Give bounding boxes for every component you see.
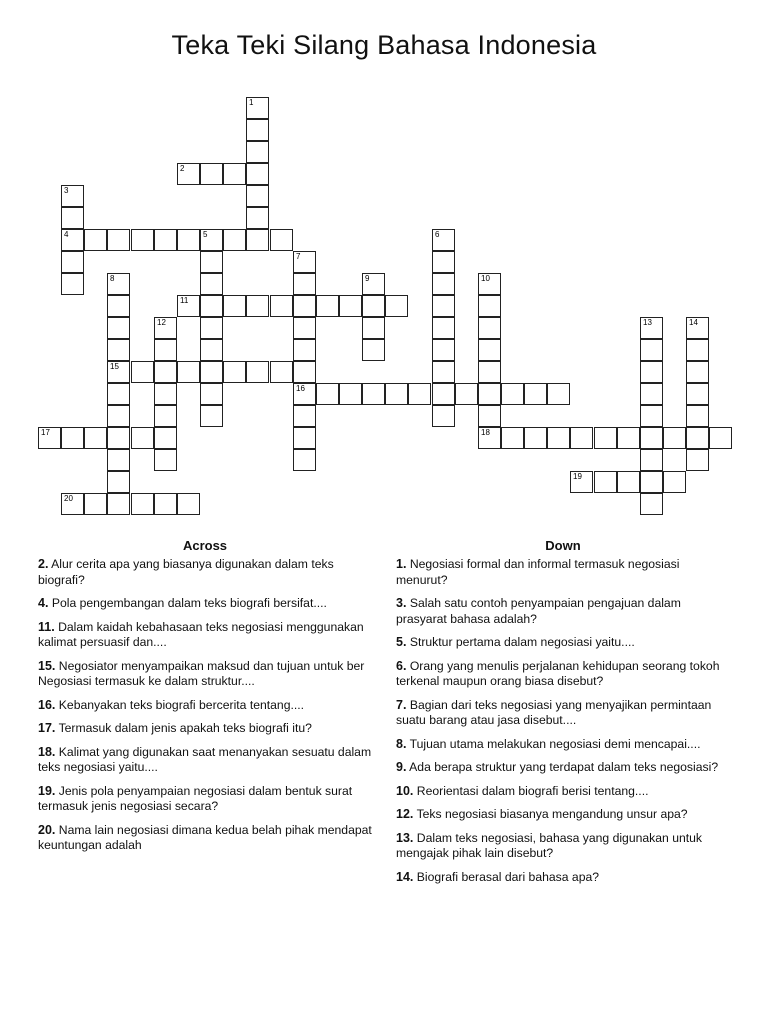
grid-cell[interactable] bbox=[154, 427, 177, 449]
grid-cell[interactable] bbox=[362, 383, 385, 405]
grid-cell[interactable] bbox=[432, 361, 455, 383]
grid-cell[interactable] bbox=[640, 471, 663, 493]
cell-number: 8 bbox=[110, 274, 115, 283]
grid-cell[interactable] bbox=[107, 427, 130, 449]
cell-number: 3 bbox=[64, 186, 69, 195]
clue-number: 1. bbox=[396, 557, 407, 571]
clue-text: Bagian dari teks negosiasi yang menyajikan permintaan suatu barang atau jasa disebut.... bbox=[396, 697, 712, 727]
across-clue bbox=[38, 698, 373, 714]
grid-cell[interactable] bbox=[131, 361, 154, 383]
grid-cell[interactable] bbox=[316, 295, 339, 317]
grid-cell[interactable] bbox=[547, 427, 570, 449]
grid-cell[interactable] bbox=[246, 119, 269, 141]
down-clue bbox=[396, 737, 731, 753]
grid-cell[interactable] bbox=[293, 383, 316, 405]
cell-number: 16 bbox=[296, 384, 305, 393]
down-clue bbox=[396, 807, 731, 823]
clue-number: 18. bbox=[38, 744, 56, 759]
down-clue-list bbox=[396, 557, 731, 893]
grid-cell[interactable] bbox=[131, 493, 154, 515]
grid-cell[interactable] bbox=[200, 361, 223, 383]
grid-cell[interactable] bbox=[107, 295, 130, 317]
clue-number: 8. bbox=[396, 736, 407, 751]
grid-cell[interactable] bbox=[640, 493, 663, 515]
cell-number: 12 bbox=[157, 318, 166, 327]
grid-cell[interactable] bbox=[200, 339, 223, 361]
grid-cell[interactable] bbox=[131, 229, 154, 251]
grid-cell[interactable] bbox=[154, 449, 177, 471]
grid-cell[interactable] bbox=[686, 317, 709, 339]
grid-cell[interactable] bbox=[107, 361, 130, 383]
grid-cell[interactable] bbox=[61, 427, 84, 449]
cell-number: 13 bbox=[643, 318, 652, 327]
grid-cell[interactable] bbox=[640, 339, 663, 361]
clue-number: 12. bbox=[396, 807, 414, 821]
clue-number: 7. bbox=[396, 697, 407, 712]
grid-cell[interactable] bbox=[223, 163, 246, 185]
grid-cell[interactable] bbox=[570, 427, 593, 449]
grid-cell[interactable] bbox=[686, 449, 709, 471]
cell-number: 10 bbox=[481, 274, 490, 283]
across-clue bbox=[38, 721, 373, 737]
grid-cell[interactable] bbox=[524, 427, 547, 449]
grid-cell[interactable] bbox=[663, 471, 686, 493]
grid-cell[interactable] bbox=[432, 339, 455, 361]
grid-cell[interactable] bbox=[293, 449, 316, 471]
grid-cell[interactable] bbox=[177, 361, 200, 383]
cell-number: 15 bbox=[110, 362, 119, 371]
grid-cell[interactable] bbox=[478, 383, 501, 405]
grid-cell[interactable] bbox=[432, 229, 455, 251]
clue-text: Kalimat yang digunakan saat menanyakan sesuatu dalam teks negosiasi yaitu.... bbox=[38, 744, 372, 774]
grid-cell[interactable] bbox=[246, 163, 269, 185]
grid-cell[interactable] bbox=[339, 383, 362, 405]
grid-cell[interactable] bbox=[154, 383, 177, 405]
cell-number: 6 bbox=[435, 230, 440, 239]
grid-cell[interactable] bbox=[570, 471, 593, 493]
grid-cell[interactable] bbox=[478, 361, 501, 383]
grid-cell[interactable] bbox=[270, 361, 293, 383]
clue-number: 5. bbox=[396, 635, 407, 649]
down-clue bbox=[396, 596, 731, 627]
grid-cell[interactable] bbox=[362, 295, 385, 317]
grid-cell[interactable] bbox=[246, 295, 269, 317]
clue-text: Tujuan utama melakukan negosiasi demi mencapai.... bbox=[409, 736, 701, 751]
grid-cell[interactable] bbox=[478, 317, 501, 339]
across-clue bbox=[38, 784, 373, 815]
grid-cell[interactable] bbox=[640, 405, 663, 427]
grid-cell[interactable] bbox=[223, 295, 246, 317]
grid-cell[interactable] bbox=[362, 317, 385, 339]
down-clue bbox=[396, 635, 731, 651]
grid-cell[interactable] bbox=[293, 251, 316, 273]
grid-cell[interactable] bbox=[594, 427, 617, 449]
grid-cell[interactable] bbox=[246, 361, 269, 383]
grid-cell[interactable] bbox=[154, 361, 177, 383]
grid-cell[interactable] bbox=[246, 229, 269, 251]
grid-cell[interactable] bbox=[640, 361, 663, 383]
clue-number: 20. bbox=[38, 822, 56, 837]
cell-number: 18 bbox=[481, 428, 490, 437]
grid-cell[interactable] bbox=[200, 251, 223, 273]
clue-text: Dalam kaidah kebahasaan teks negosiasi menggunakan kalimat persuasif dan.... bbox=[38, 619, 364, 649]
clue-text: Negosiator menyampaikan maksud dan tujuan untuk ber Negosiasi termasuk ke dalam struktur.... bbox=[38, 658, 365, 688]
clue-number: 13. bbox=[396, 830, 414, 845]
across-clue bbox=[38, 659, 373, 690]
cell-number: 2 bbox=[180, 164, 185, 173]
clue-text: Teks negosiasi biasanya mengandung unsur apa? bbox=[416, 807, 688, 821]
grid-cell[interactable] bbox=[61, 229, 84, 251]
grid-cell[interactable] bbox=[223, 229, 246, 251]
grid-cell[interactable] bbox=[432, 295, 455, 317]
grid-cell[interactable] bbox=[200, 229, 223, 251]
grid-cell[interactable] bbox=[686, 339, 709, 361]
cell-number: 7 bbox=[296, 252, 301, 261]
grid-cell[interactable] bbox=[686, 361, 709, 383]
down-heading: Down bbox=[545, 538, 581, 553]
grid-cell[interactable] bbox=[640, 427, 663, 449]
clue-text: Nama lain negosiasi dimana kedua belah pihak mendapat keuntungan adalah bbox=[38, 822, 372, 852]
grid-cell[interactable] bbox=[524, 383, 547, 405]
grid-cell[interactable] bbox=[246, 97, 269, 119]
grid-cell[interactable] bbox=[131, 427, 154, 449]
grid-cell[interactable] bbox=[293, 361, 316, 383]
grid-cell[interactable] bbox=[107, 229, 130, 251]
cell-number: 19 bbox=[573, 472, 582, 481]
grid-cell[interactable] bbox=[246, 141, 269, 163]
across-clue bbox=[38, 823, 373, 854]
clue-text: Biografi berasal dari bahasa apa? bbox=[416, 869, 600, 884]
grid-cell[interactable] bbox=[686, 405, 709, 427]
cell-number: 14 bbox=[689, 318, 698, 327]
clue-number: 2. bbox=[38, 557, 49, 571]
grid-cell[interactable] bbox=[362, 339, 385, 361]
grid-cell[interactable] bbox=[617, 427, 640, 449]
down-clue bbox=[396, 659, 731, 690]
grid-cell[interactable] bbox=[200, 405, 223, 427]
across-clue bbox=[38, 745, 373, 776]
across-clue-list bbox=[38, 557, 373, 862]
cell-number: 9 bbox=[365, 274, 370, 283]
grid-cell[interactable] bbox=[270, 295, 293, 317]
grid-cell[interactable] bbox=[107, 449, 130, 471]
grid-cell[interactable] bbox=[293, 427, 316, 449]
grid-cell[interactable] bbox=[501, 383, 524, 405]
across-clue bbox=[38, 557, 373, 588]
clue-text: Kebanyakan teks biografi bercerita tentang.... bbox=[58, 697, 305, 712]
down-clue bbox=[396, 760, 731, 776]
across-clue bbox=[38, 596, 373, 612]
grid-cell[interactable] bbox=[246, 185, 269, 207]
clue-text: Negosiasi formal dan informal termasuk negosiasi menurut? bbox=[396, 557, 680, 587]
grid-cell[interactable] bbox=[686, 383, 709, 405]
grid-cell[interactable] bbox=[223, 361, 246, 383]
grid-cell[interactable] bbox=[478, 339, 501, 361]
grid-cell[interactable] bbox=[270, 229, 293, 251]
grid-cell[interactable] bbox=[432, 251, 455, 273]
grid-cell[interactable] bbox=[177, 229, 200, 251]
grid-cell[interactable] bbox=[686, 427, 709, 449]
clue-number: 4. bbox=[38, 596, 49, 610]
grid-cell[interactable] bbox=[200, 317, 223, 339]
clue-number: 11. bbox=[38, 619, 55, 634]
clue-number: 17. bbox=[38, 721, 56, 735]
grid-cell[interactable] bbox=[663, 427, 686, 449]
grid-cell[interactable] bbox=[154, 317, 177, 339]
grid-cell[interactable] bbox=[84, 427, 107, 449]
cell-number: 4 bbox=[64, 230, 69, 239]
grid-cell[interactable] bbox=[640, 383, 663, 405]
grid-cell[interactable] bbox=[107, 405, 130, 427]
grid-cell[interactable] bbox=[385, 295, 408, 317]
grid-cell[interactable] bbox=[640, 449, 663, 471]
grid-cell[interactable] bbox=[107, 493, 130, 515]
clue-text: Struktur pertama dalam negosiasi yaitu.... bbox=[409, 635, 635, 649]
grid-cell[interactable] bbox=[84, 229, 107, 251]
grid-cell[interactable] bbox=[107, 471, 130, 493]
clue-text: Alur cerita apa yang biasanya digunakan dalam teks biografi? bbox=[38, 557, 334, 587]
cell-number: 5 bbox=[203, 230, 208, 239]
grid-cell[interactable] bbox=[432, 317, 455, 339]
clue-text: Salah satu contoh penyampaian pengajuan dalam prasyarat bahasa adalah? bbox=[396, 596, 681, 626]
across-clue bbox=[38, 620, 373, 651]
clue-number: 9. bbox=[396, 760, 407, 774]
cell-number: 1 bbox=[249, 98, 254, 107]
grid-cell[interactable] bbox=[177, 295, 200, 317]
grid-cell[interactable] bbox=[200, 295, 223, 317]
grid-cell[interactable] bbox=[478, 273, 501, 295]
down-clue bbox=[396, 870, 731, 886]
grid-cell[interactable] bbox=[293, 295, 316, 317]
grid-cell[interactable] bbox=[478, 405, 501, 427]
grid-cell[interactable] bbox=[432, 405, 455, 427]
grid-cell[interactable] bbox=[107, 383, 130, 405]
grid-cell[interactable] bbox=[408, 383, 431, 405]
grid-cell[interactable] bbox=[107, 339, 130, 361]
clue-number: 3. bbox=[396, 596, 407, 610]
cell-number: 11 bbox=[180, 296, 189, 305]
puzzle-title: Teka Teki Silang Bahasa Indonesia bbox=[171, 30, 597, 60]
across-heading: Across bbox=[182, 538, 228, 553]
grid-cell[interactable] bbox=[177, 163, 200, 185]
grid-cell[interactable] bbox=[293, 405, 316, 427]
grid-cell[interactable] bbox=[640, 317, 663, 339]
down-clue bbox=[396, 831, 731, 862]
clue-text: Termasuk dalam jenis apakah teks biografi itu? bbox=[58, 721, 312, 735]
down-clue bbox=[396, 698, 731, 729]
cell-number: 17 bbox=[41, 428, 50, 437]
grid-cell[interactable] bbox=[362, 273, 385, 295]
grid-cell[interactable] bbox=[200, 163, 223, 185]
grid-cell[interactable] bbox=[200, 273, 223, 295]
grid-cell[interactable] bbox=[594, 471, 617, 493]
grid-cell[interactable] bbox=[455, 383, 478, 405]
grid-cell[interactable] bbox=[432, 383, 455, 405]
clue-text: Pola pengembangan dalam teks biografi bersifat.... bbox=[51, 596, 327, 610]
grid-cell[interactable] bbox=[709, 427, 732, 449]
clue-number: 16. bbox=[38, 697, 56, 712]
grid-cell[interactable] bbox=[617, 471, 640, 493]
clue-number: 10. bbox=[396, 783, 414, 798]
grid-cell[interactable] bbox=[293, 339, 316, 361]
grid-cell[interactable] bbox=[107, 317, 130, 339]
grid-cell[interactable] bbox=[61, 185, 84, 207]
grid-cell[interactable] bbox=[154, 493, 177, 515]
down-clue bbox=[396, 557, 731, 588]
grid-cell[interactable] bbox=[478, 295, 501, 317]
grid-cell[interactable] bbox=[547, 383, 570, 405]
grid-cell[interactable] bbox=[432, 273, 455, 295]
clue-number: 14. bbox=[396, 869, 414, 884]
grid-cell[interactable] bbox=[501, 427, 524, 449]
grid-cell[interactable] bbox=[61, 251, 84, 273]
clue-number: 19. bbox=[38, 783, 56, 798]
grid-cell[interactable] bbox=[293, 273, 316, 295]
clue-number: 6. bbox=[396, 658, 407, 673]
grid-cell[interactable] bbox=[385, 383, 408, 405]
grid-cell[interactable] bbox=[154, 229, 177, 251]
down-clue bbox=[396, 784, 731, 800]
grid-cell[interactable] bbox=[154, 405, 177, 427]
grid-cell[interactable] bbox=[38, 427, 61, 449]
grid-cell[interactable] bbox=[107, 273, 130, 295]
clue-text: Reorientasi dalam biografi berisi tentang.... bbox=[416, 783, 649, 798]
clue-number: 15. bbox=[38, 658, 56, 673]
clue-text: Orang yang menulis perjalanan kehidupan seorang tokoh terkenal maupun orang biasa disebut? bbox=[396, 658, 720, 688]
grid-cell[interactable] bbox=[478, 427, 501, 449]
grid-cell[interactable] bbox=[61, 273, 84, 295]
grid-cell[interactable] bbox=[200, 383, 223, 405]
grid-cell[interactable] bbox=[154, 339, 177, 361]
grid-cell[interactable] bbox=[316, 383, 339, 405]
clue-text: Ada berapa struktur yang terdapat dalam teks negosiasi? bbox=[409, 760, 719, 774]
grid-cell[interactable] bbox=[84, 493, 107, 515]
clue-text: Dalam teks negosiasi, bahasa yang digunakan untuk mengajak pihak lain disebut? bbox=[396, 830, 703, 860]
grid-cell[interactable] bbox=[61, 207, 84, 229]
clue-text: Jenis pola penyampaian negosiasi dalam bentuk surat termasuk jenis negosiasi secara? bbox=[38, 783, 353, 813]
grid-cell[interactable] bbox=[339, 295, 362, 317]
cell-number: 20 bbox=[64, 494, 73, 503]
grid-cell[interactable] bbox=[61, 493, 84, 515]
grid-cell[interactable] bbox=[293, 317, 316, 339]
grid-cell[interactable] bbox=[246, 207, 269, 229]
grid-cell[interactable] bbox=[177, 493, 200, 515]
